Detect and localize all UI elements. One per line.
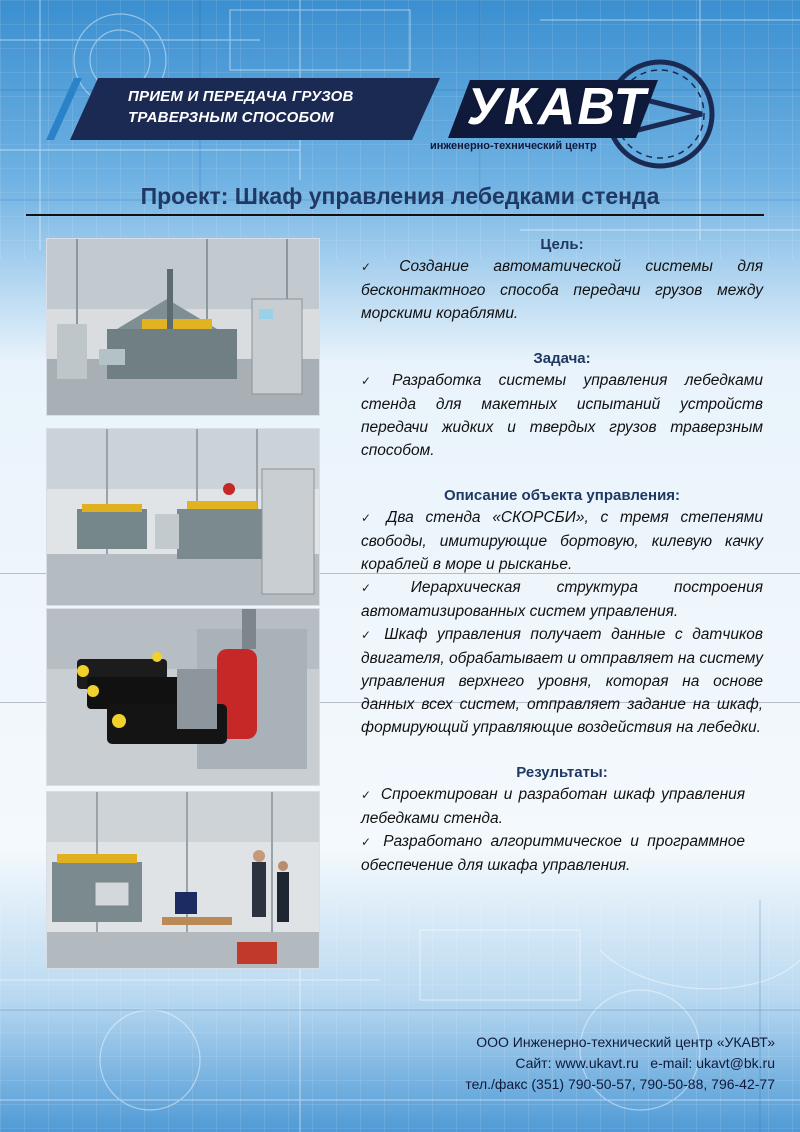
banner-line-2: ТРАВЕРЗНЫМ СПОСОБОМ	[128, 109, 334, 126]
description-item-3: ✓ Шкаф управления получает данные с датчиков двигателя, обрабатывает и отправляет на систему управления верхнего уровня, которая на основе данных всех систем, отправляет задание на шкаф, формирующий управляющие воздействия на лебедки.	[361, 626, 763, 736]
contact-footer	[380, 1032, 775, 1095]
task-heading: Задача:	[533, 350, 591, 367]
project-description	[361, 235, 763, 877]
check-icon: ✓	[361, 581, 403, 595]
results-item-1: ✓ Спроектирован и разработан шкаф управления лебедками стенда.	[361, 786, 746, 827]
check-icon: ✓	[361, 835, 376, 849]
company-logo: УКАВТ	[466, 78, 648, 136]
photo-operators-at-stand	[46, 791, 320, 969]
description-item-1: ✓ Два стенда «СКОРСБИ», с тремя степенями свободы, имитирующие бортовую, килевую качку кораблей в море и рысканье.	[361, 509, 763, 573]
banner-text	[128, 86, 428, 128]
goal-heading: Цель:	[540, 236, 584, 253]
footer-phones: тел./факс (351) 790-50-57, 790-50-88, 796-42-77	[465, 1076, 775, 1092]
banner-line-1: ПРИЕМ И ПЕРЕДАЧА ГРУЗОВ	[128, 88, 354, 105]
photo-test-stand-overview	[46, 238, 320, 416]
footer-site-email: Сайт: www.ukavt.ru e-mail: ukavt@bk.ru	[515, 1055, 775, 1071]
logo-subtitle: инженерно-технический центр	[430, 140, 597, 152]
results-item-2: ✓ Разработано алгоритмическое и программное обеспечение для шкафа управления.	[361, 833, 745, 874]
footer-company: ООО Инженерно-технический центр «УКАВТ»	[476, 1034, 775, 1050]
goal-item-1: ✓ Создание автоматической системы для бесконтактного способа передачи грузов между морскими кораблями.	[361, 258, 763, 322]
check-icon: ✓	[361, 511, 379, 525]
photo-two-stands-hall	[46, 428, 320, 606]
check-icon: ✓	[361, 628, 377, 642]
description-item-2: ✓ Иерархическая структура построения автоматизированных систем управления.	[361, 579, 763, 620]
photo-winch-motors	[46, 608, 320, 786]
check-icon: ✓	[361, 788, 373, 802]
check-icon: ✓	[361, 374, 385, 388]
title-underline	[26, 214, 764, 216]
task-item-1: ✓ Разработка системы управления лебедками стенда для макетных испытаний устройств передачи жидких и твердых грузов траверзным способом.	[361, 372, 763, 459]
check-icon: ✓	[361, 260, 392, 274]
page-title: Проект: Шкаф управления лебедками стенда	[140, 183, 660, 209]
description-heading: Описание объекта управления:	[443, 487, 681, 504]
results-heading: Результаты:	[516, 764, 608, 781]
